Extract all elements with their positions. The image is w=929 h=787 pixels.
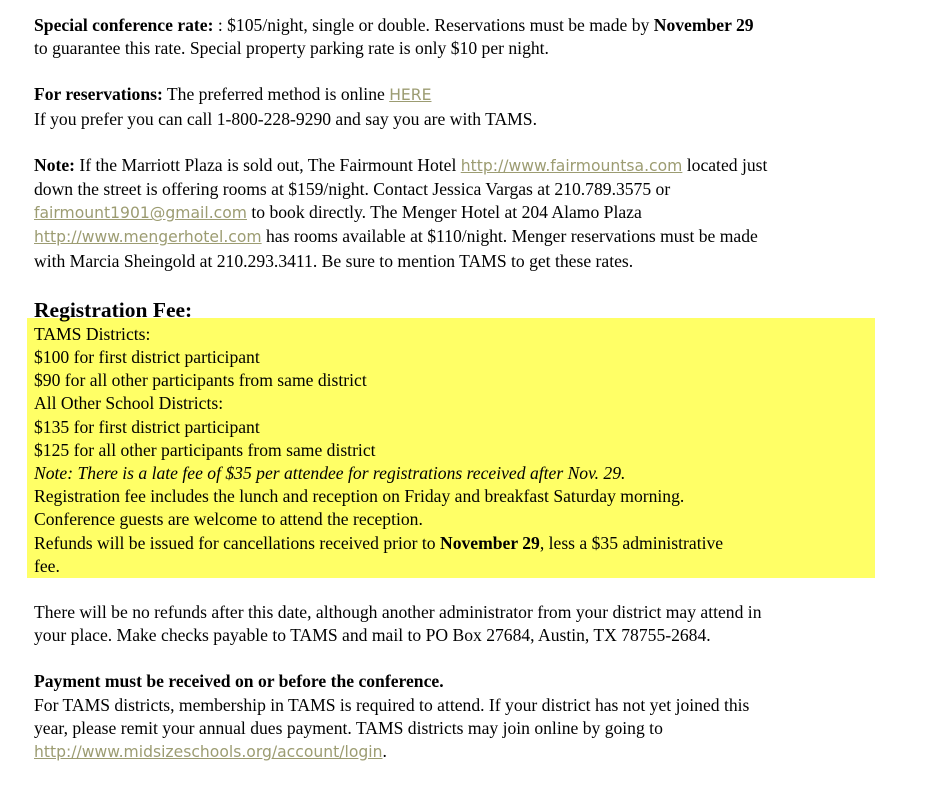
conference-rate-paragraph [34,14,894,60]
registration-line: $90 for all other participants from same district [34,370,367,391]
refund-text-1: Refunds will be issued for cancellations received prior to [34,532,440,553]
membership-login-link[interactable]: http://www.midsizeschools.org/account/login [34,742,383,761]
refund-text-3: fee. [34,555,60,576]
no-refunds-text-1: There will be no refunds after this date, although another administrator from your district may attend in [34,601,762,622]
hotel-note-text-5: has rooms available at $110/night. Menger reservations must be made [261,226,758,247]
fairmount-website-link[interactable]: http://www.fairmountsa.com [460,156,683,175]
conference-rate-deadline: November 29 [653,15,754,35]
registration-fee-heading: Registration Fee: [34,297,193,322]
hotel-note-label: Note: [34,154,76,175]
payment-paragraph [34,670,894,764]
registration-fee-list [34,323,894,578]
no-refunds-text-2: your place. Make checks payable to TAMS and mail to PO Box 27684, Austin, TX 78755-2684. [34,625,711,646]
hotel-note-text-3: down the street is offering rooms at $159/night. Contact Jessica Vargas at 210.789.3575 or [34,179,671,200]
no-refunds-paragraph [34,601,894,647]
reservations-label: For reservations: [34,84,163,105]
payment-heading: Payment must be received on or before the conference. [34,671,444,692]
registration-line: All Other School Districts: [34,393,224,414]
late-fee-note: Note: There is a late fee of $35 per attendee for registrations received after Nov. 29. [34,462,626,483]
registration-line: Registration fee includes the lunch and reception on Friday and breakfast Saturday morning. [34,486,685,507]
hotel-note-paragraph [34,154,894,273]
refund-deadline: November 29 [440,532,540,553]
conference-rate-text: : $105/night, single or double. Reservations must be made by [213,15,654,35]
registration-line: $125 for all other participants from same district [34,439,376,460]
document-body [34,14,894,787]
registration-line: TAMS Districts: [34,323,151,344]
reservations-paragraph [34,83,894,130]
hotel-note-text-6: with Marcia Sheingold at 210.293.3411. Be sure to mention TAMS to get these rates. [34,250,634,271]
reservations-link[interactable]: HERE [389,86,432,105]
reservations-text: The preferred method is online [162,84,390,105]
reservations-phone-text: If you prefer you can call 1-800-228-9290 and say you are with TAMS. [34,108,537,129]
payment-text-2: year, please remit your annual dues payment. TAMS districts may join online by going to [34,717,663,738]
registration-line: $135 for first district participant [34,416,260,437]
fairmount-email-link[interactable]: fairmount1901@gmail.com [34,204,247,223]
registration-line: $100 for first district participant [34,347,260,368]
conference-rate-label: Special conference rate: [34,15,214,35]
hotel-note-text-2: located just [682,154,768,175]
hotel-note-text-4: to book directly. The Menger Hotel at 204 Alamo Plaza [246,202,642,223]
refund-policy-line [34,532,894,555]
hotel-note-text-1: If the Marriott Plaza is sold out, The Fairmount Hotel [75,154,461,175]
conference-rate-parking-text: to guarantee this rate. Special property parking rate is only $10 per night. [34,38,549,59]
payment-text-1: For TAMS districts, membership in TAMS is required to attend. If your district has not yet joined this [34,694,750,715]
registration-line: Conference guests are welcome to attend the reception. [34,509,423,530]
refund-text-2: , less a $35 administrative [539,532,724,553]
payment-end: . [382,740,387,761]
menger-website-link[interactable]: http://www.mengerhotel.com [34,228,262,247]
